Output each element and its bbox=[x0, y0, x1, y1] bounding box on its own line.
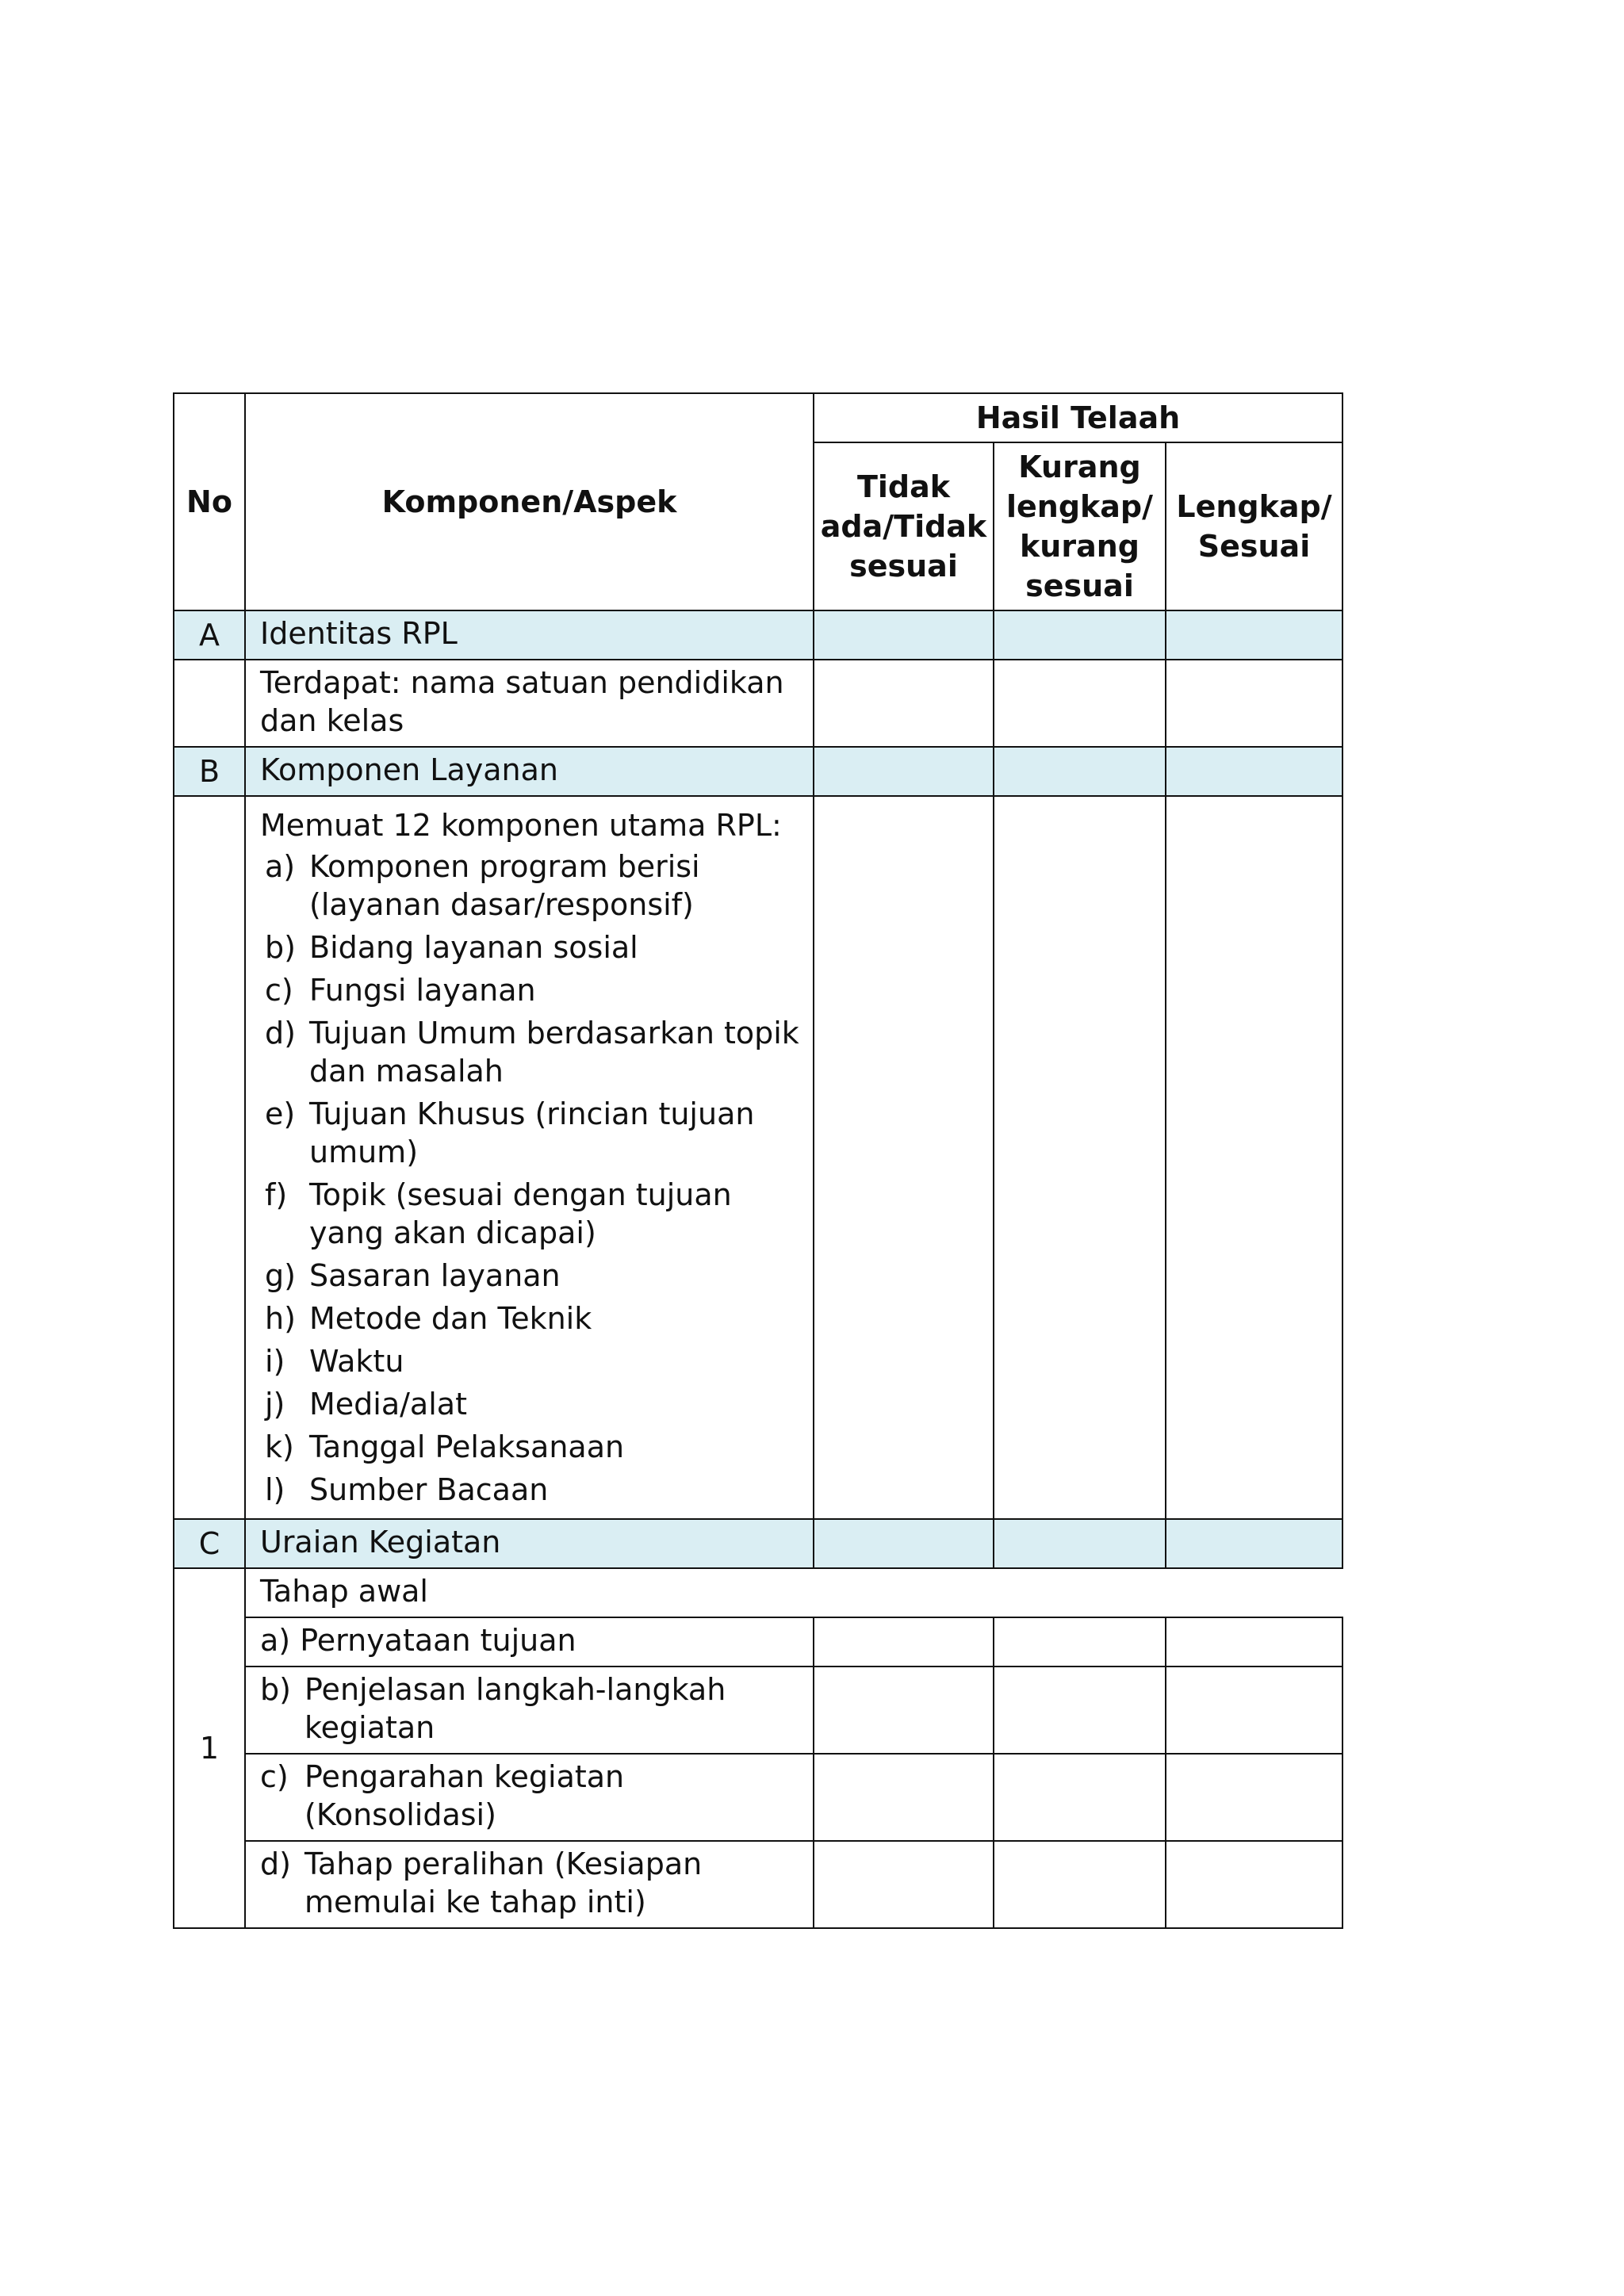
list-item bbox=[265, 1299, 805, 1337]
header-lengkap-sesuai: Lengkap/ Sesuai bbox=[1166, 442, 1342, 610]
section-c-cell-lengkap bbox=[1166, 1519, 1342, 1568]
section-b-row-cell-lengkap bbox=[1166, 796, 1342, 1519]
stage-item-text bbox=[245, 1754, 814, 1841]
list-item-text: Bidang layanan sosial bbox=[309, 930, 638, 965]
list-item bbox=[265, 1257, 805, 1295]
stage-item-label: Penjelasan langkah-langkah kegiatan bbox=[304, 1672, 726, 1745]
stage-item-cell-kurang bbox=[994, 1754, 1166, 1841]
stage-item-marker: d) bbox=[260, 1846, 291, 1881]
list-item-text: Tujuan Umum berdasarkan topik dan masalah bbox=[309, 1016, 799, 1089]
list-item-marker: i) bbox=[265, 1344, 285, 1379]
list-item bbox=[265, 1385, 805, 1423]
list-item-marker: l) bbox=[265, 1472, 285, 1507]
stage-item-cell-lengkap bbox=[1166, 1667, 1342, 1754]
section-a-cell-lengkap bbox=[1166, 610, 1342, 660]
list-item bbox=[265, 1471, 805, 1509]
list-item-marker: d) bbox=[265, 1016, 296, 1050]
section-a-row-text: Terdapat: nama satuan pendidikan dan kelas bbox=[245, 660, 814, 747]
section-b-cell-lengkap bbox=[1166, 747, 1342, 796]
stage-item-cell-tidak bbox=[814, 1754, 994, 1841]
section-b-intro: Memuat 12 komponen utama RPL: bbox=[260, 808, 782, 843]
section-a-number: A bbox=[174, 610, 245, 660]
list-item-text: Waktu bbox=[309, 1344, 404, 1379]
stage-item-text bbox=[245, 1667, 814, 1754]
stage-item-cell-kurang bbox=[994, 1667, 1166, 1754]
stage-item-label: Tahap peralihan (Kesiapan memulai ke tahap inti) bbox=[304, 1846, 703, 1919]
section-b-row-cell-tidak bbox=[814, 796, 994, 1519]
section-b-cell-kurang bbox=[994, 747, 1166, 796]
section-b-component-list bbox=[260, 848, 805, 1509]
list-item bbox=[265, 1014, 805, 1090]
section-b-number: B bbox=[174, 747, 245, 796]
list-item-marker: k) bbox=[265, 1429, 294, 1464]
section-c-title: Uraian Kegiatan bbox=[245, 1519, 814, 1568]
section-c-cell-kurang bbox=[994, 1519, 1166, 1568]
header-no: No bbox=[174, 393, 245, 610]
section-b-row-number bbox=[174, 796, 245, 1519]
header-tidak-sesuai: Tidak ada/Tidak sesuai bbox=[814, 442, 994, 610]
list-item bbox=[265, 1342, 805, 1380]
section-b-title: Komponen Layanan bbox=[245, 747, 814, 796]
stage-item-cell-kurang bbox=[994, 1841, 1166, 1928]
list-item-marker: a) bbox=[265, 849, 296, 884]
stage-item-cell-tidak bbox=[814, 1617, 994, 1667]
list-item-text: Topik (sesuai dengan tujuan yang akan dicapai) bbox=[309, 1177, 732, 1250]
section-a-title: Identitas RPL bbox=[245, 610, 814, 660]
list-item-text: Sasaran layanan bbox=[309, 1258, 561, 1293]
list-item-marker: b) bbox=[265, 930, 296, 965]
header-hasil-telaah: Hasil Telaah bbox=[814, 393, 1342, 442]
stage-item-cell-tidak bbox=[814, 1667, 994, 1754]
stage-number: 1 bbox=[174, 1568, 245, 1928]
list-item-marker: e) bbox=[265, 1096, 296, 1131]
list-item-text: Media/alat bbox=[309, 1387, 467, 1422]
stage-item-cell-lengkap bbox=[1166, 1841, 1342, 1928]
section-c-cell-tidak bbox=[814, 1519, 994, 1568]
section-a-cell-tidak bbox=[814, 610, 994, 660]
list-item-text: Sumber Bacaan bbox=[309, 1472, 549, 1507]
stage-item-marker: c) bbox=[260, 1759, 289, 1794]
header-komponen-aspek: Komponen/Aspek bbox=[245, 393, 814, 610]
section-a-row-cell-kurang bbox=[994, 660, 1166, 747]
list-item-text: Tujuan Khusus (rincian tujuan umum) bbox=[309, 1096, 755, 1169]
section-c-number: C bbox=[174, 1519, 245, 1568]
stage-item-text bbox=[245, 1617, 814, 1667]
stage-item-marker: b) bbox=[260, 1672, 291, 1707]
stage-item-cell-kurang bbox=[994, 1617, 1166, 1667]
list-item bbox=[265, 848, 805, 924]
list-item bbox=[265, 1095, 805, 1171]
list-item-text: Fungsi layanan bbox=[309, 973, 536, 1008]
stage-item-label: Pengarahan kegiatan (Konsolidasi) bbox=[304, 1759, 625, 1832]
section-a-cell-kurang bbox=[994, 610, 1166, 660]
stage-item-cell-lengkap bbox=[1166, 1617, 1342, 1667]
stage-item-cell-tidak bbox=[814, 1841, 994, 1928]
stage-item-marker: a) bbox=[260, 1623, 291, 1658]
list-item-text: Metode dan Teknik bbox=[309, 1301, 592, 1336]
stage-title: Tahap awal bbox=[245, 1568, 1342, 1617]
stage-item-cell-lengkap bbox=[1166, 1754, 1342, 1841]
list-item bbox=[265, 928, 805, 966]
section-b-cell-tidak bbox=[814, 747, 994, 796]
list-item bbox=[265, 1428, 805, 1466]
header-kurang-sesuai: Kurang lengkap/ kurang sesuai bbox=[994, 442, 1166, 610]
list-item-marker: h) bbox=[265, 1301, 296, 1336]
list-item bbox=[265, 971, 805, 1009]
section-b-components-cell bbox=[245, 796, 814, 1519]
section-a-row-cell-tidak bbox=[814, 660, 994, 747]
list-item-marker: f) bbox=[265, 1177, 288, 1212]
stage-item-label: Pernyataan tujuan bbox=[300, 1623, 576, 1658]
list-item-text: Tanggal Pelaksanaan bbox=[309, 1429, 625, 1464]
list-item-marker: j) bbox=[265, 1387, 285, 1422]
list-item-marker: g) bbox=[265, 1258, 296, 1293]
list-item-text: Komponen program berisi (layanan dasar/responsif) bbox=[309, 849, 700, 922]
list-item bbox=[265, 1176, 805, 1252]
section-b-row-cell-kurang bbox=[994, 796, 1166, 1519]
section-a-row-number bbox=[174, 660, 245, 747]
list-item-marker: c) bbox=[265, 973, 293, 1008]
stage-item-text bbox=[245, 1841, 814, 1928]
section-a-row-cell-lengkap bbox=[1166, 660, 1342, 747]
review-table bbox=[173, 392, 1343, 1929]
